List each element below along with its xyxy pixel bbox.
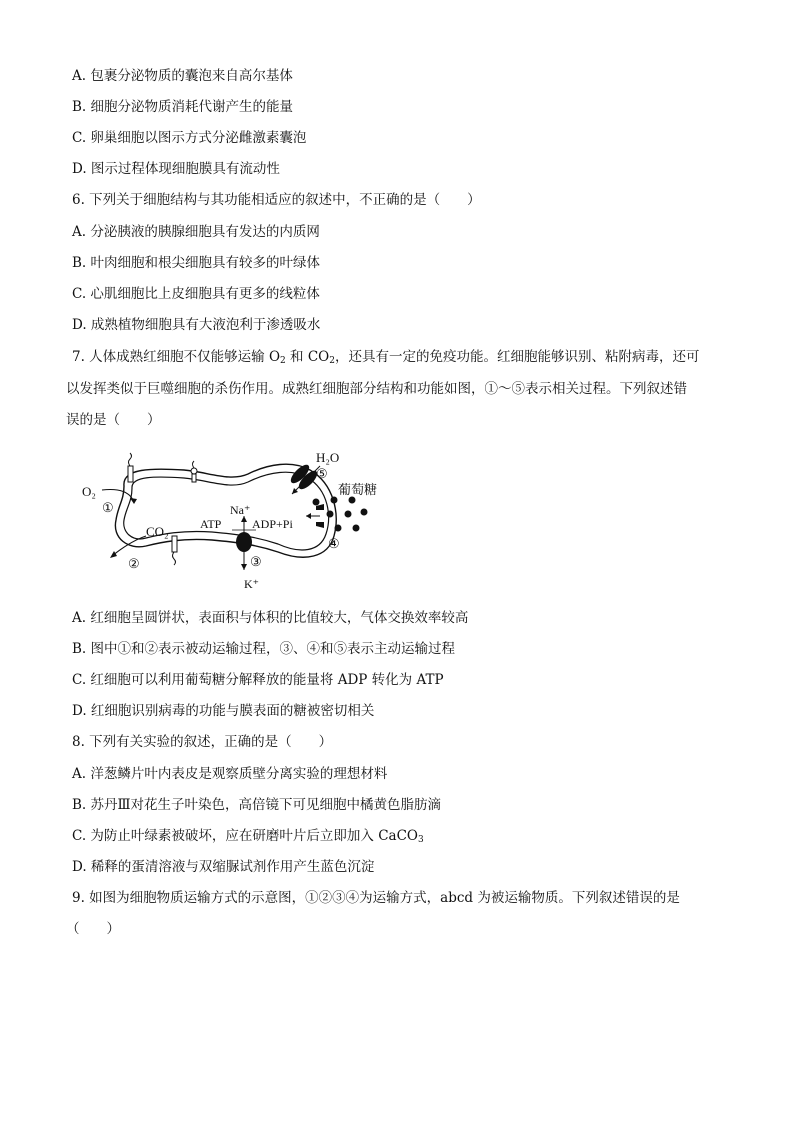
- q7-text-part-2: 和 CO: [285, 349, 330, 365]
- label-circled-4: ④: [328, 536, 340, 551]
- red-blood-cell-diagram: [72, 444, 392, 594]
- option-6a: A. 分泌胰液的胰腺细胞具有发达的内质网: [72, 224, 320, 240]
- option-8c: [72, 826, 424, 850]
- q8c-sub: 3: [418, 835, 424, 845]
- q7-text-part-1: 7. 人体成熟红细胞不仅能够运输 O: [72, 349, 281, 365]
- label-k: K⁺: [244, 577, 259, 591]
- q7-text-part-3: ，还具有一定的免疫功能。红细胞能够识别、粘附病毒，还可: [334, 349, 700, 365]
- label-atp: ATP: [200, 517, 222, 531]
- option-6b: B. 叶肉细胞和根尖细胞具有较多的叶绿体: [72, 255, 321, 271]
- label-circled-2: ②: [128, 556, 140, 571]
- option-5b: B. 细胞分泌物质消耗代谢产生的能量: [72, 99, 294, 115]
- question-7-line-1: [72, 347, 699, 371]
- option-6c: C. 心肌细胞比上皮细胞具有更多的线粒体: [72, 286, 320, 302]
- label-na: Na⁺: [230, 503, 251, 517]
- question-7-line-3: 误的是（ ）: [66, 412, 161, 428]
- label-adp-pi: ADP+Pi: [252, 517, 293, 531]
- label-glucose: 葡萄糖: [338, 482, 378, 497]
- q7-sub-1: 2: [280, 356, 286, 366]
- question-9-line-2: （ ）: [66, 921, 120, 937]
- question-7-line-2: 以发挥类似于巨噬细胞的杀伤作用。成熟红细胞部分结构和功能如图，①～⑤表示相关过程。下列叙述错: [66, 381, 687, 397]
- option-7a: A. 红细胞呈圆饼状，表面积与体积的比值较大，气体交换效率较高: [72, 610, 469, 626]
- question-9-line-1: 9. 如图为细胞物质运输方式的示意图，①②③④为运输方式，abcd 为被运输物质。下列叙述错误的是: [72, 890, 680, 906]
- option-8d: D. 稀释的蛋清溶液与双缩脲试剂作用产生蓝色沉淀: [72, 859, 375, 875]
- option-5d: D. 图示过程体现细胞膜具有流动性: [72, 161, 280, 177]
- option-6d: D. 成熟植物细胞具有大液泡利于渗透吸水: [72, 317, 321, 333]
- label-circled-3: ③: [250, 554, 262, 569]
- label-o2: O₂: [82, 484, 96, 499]
- glycoprotein-3: [172, 536, 177, 565]
- q8c-text: C. 为防止叶绿素被破坏，应在研磨叶片后立即加入 CaCO: [72, 828, 418, 844]
- option-8b: B. 苏丹Ⅲ对花生子叶染色，高倍镜下可见细胞中橘黄色脂肪滴: [72, 797, 442, 813]
- option-7d: D. 红细胞识别病毒的功能与膜表面的糖被密切相关: [72, 703, 375, 719]
- question-8: 8. 下列有关实验的叙述，正确的是（ ）: [72, 734, 333, 750]
- glycoprotein-2: [191, 461, 197, 482]
- option-5a: A. 包裹分泌物质的囊泡来自高尔基体: [72, 68, 293, 84]
- glycoprotein-1: [128, 453, 133, 482]
- option-8a: A. 洋葱鳞片叶内表皮是观察质壁分离实验的理想材料: [72, 766, 388, 782]
- q7-sub-2: 2: [329, 356, 335, 366]
- label-circled-1: ①: [102, 500, 114, 515]
- label-circled-5: ⑤: [316, 466, 328, 481]
- label-h2o: H₂O: [316, 450, 340, 465]
- option-7b: B. 图中①和②表示被动运输过程，③、④和⑤表示主动运输过程: [72, 641, 456, 657]
- glucose-transporter: [306, 504, 324, 528]
- question-6: 6. 下列关于细胞结构与其功能相适应的叙述中，不正确的是（ ）: [72, 192, 481, 208]
- label-co2: CO₂: [146, 524, 169, 539]
- option-5c: C. 卵巢细胞以图示方式分泌雌激素囊泡: [72, 130, 307, 146]
- option-7c: C. 红细胞可以利用葡萄糖分解释放的能量将 ADP 转化为 ATP: [72, 672, 444, 688]
